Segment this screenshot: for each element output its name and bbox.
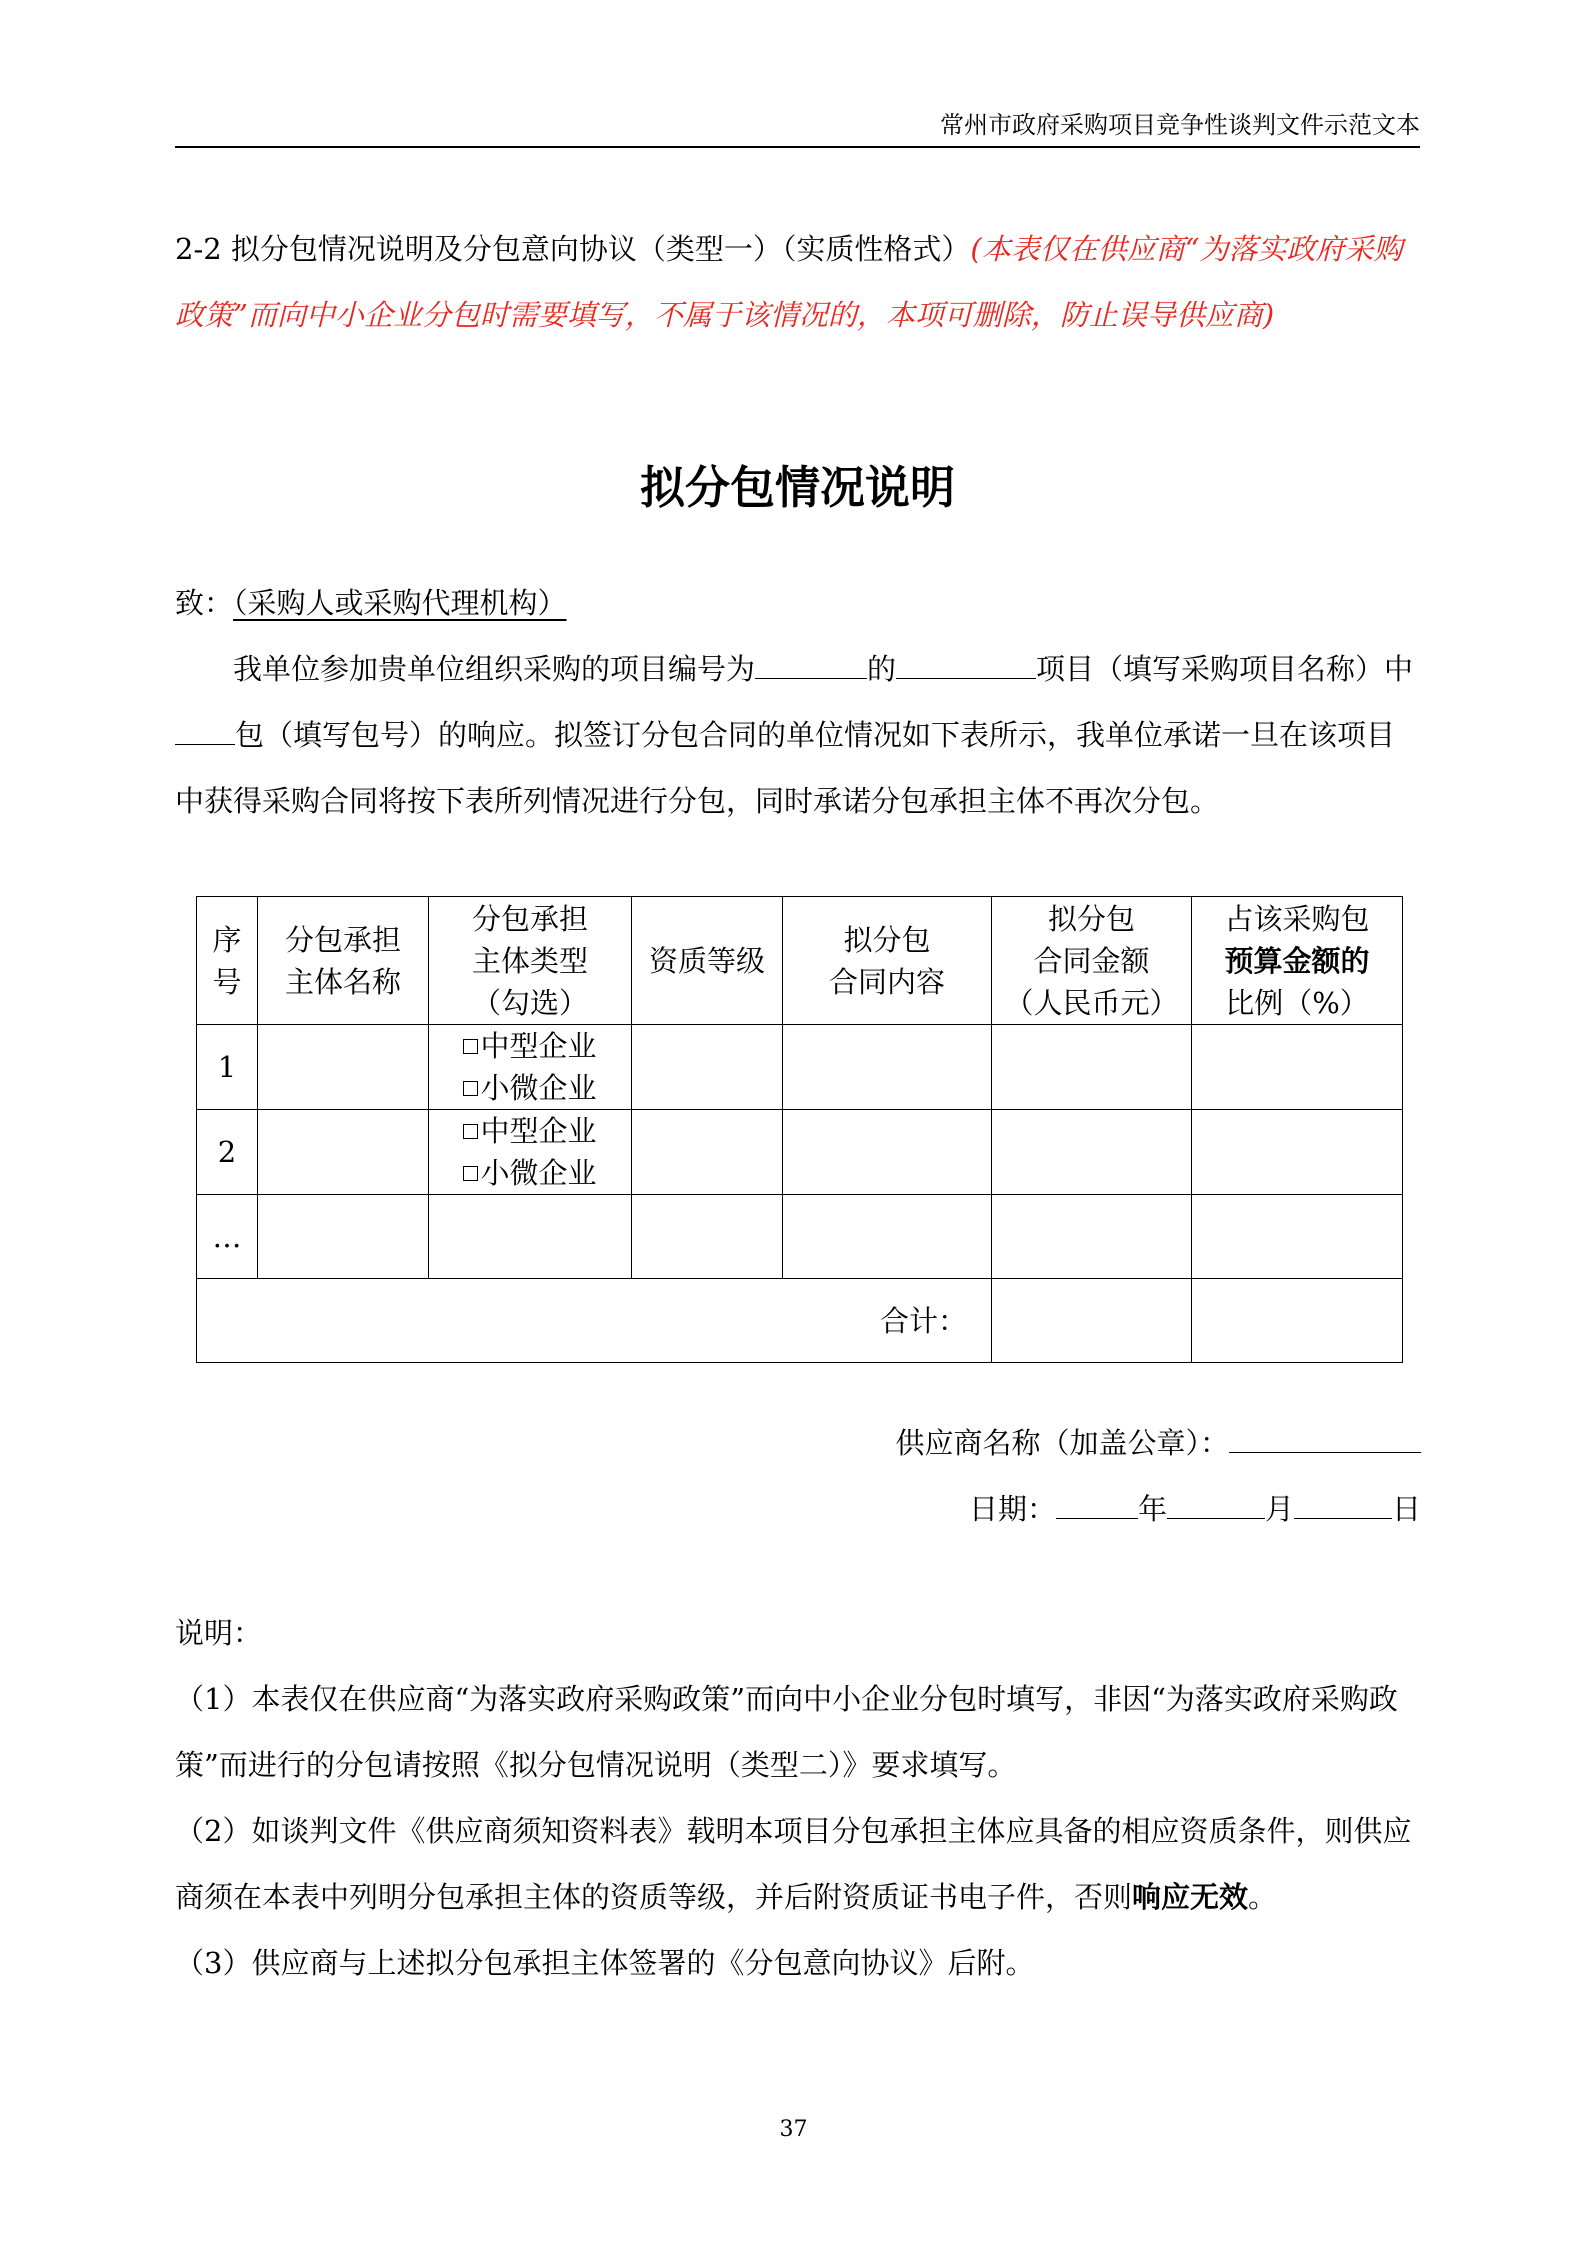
intro-part-1: 我单位参加贵单位组织采购的项目编号为 (233, 652, 756, 686)
checkbox-icon[interactable] (463, 1166, 478, 1181)
supplier-signature-line (721, 1410, 1421, 1476)
day-label: 日 (1391, 1492, 1421, 1526)
cell-content[interactable] (783, 1110, 992, 1195)
intro-paragraph (175, 636, 1420, 834)
cell-content[interactable] (783, 1025, 992, 1110)
intro-part-3: 项目（填写采购项目名称）中 (1036, 652, 1414, 686)
month-blank[interactable] (1167, 1492, 1265, 1519)
form-title: 拟分包情况说明 (639, 461, 955, 514)
header-type: 分包承担 主体类型 （勾选） (429, 897, 632, 1025)
month-label: 月 (1264, 1492, 1294, 1526)
notes-title: 说明： (175, 1616, 263, 1650)
addressee-line (175, 570, 1420, 636)
cell-amount[interactable] (992, 1195, 1192, 1279)
notes-section (175, 1600, 1420, 1996)
cell-ratio[interactable] (1192, 1025, 1403, 1110)
table-row (197, 1110, 1403, 1195)
cell-type (429, 1025, 632, 1110)
header-name: 分包承担 主体名称 (258, 897, 429, 1025)
row-seq: 2 (197, 1110, 258, 1195)
addressee-label: 致： (175, 586, 234, 620)
cell-qualification[interactable] (632, 1110, 783, 1195)
cell-qualification[interactable] (632, 1025, 783, 1110)
cell-name[interactable] (258, 1195, 429, 1279)
header-rule (175, 146, 1420, 148)
total-ratio-cell[interactable] (1192, 1279, 1403, 1363)
project-number-blank[interactable] (755, 652, 867, 679)
cell-content[interactable] (783, 1195, 992, 1279)
cell-ratio[interactable] (1192, 1110, 1403, 1195)
checkbox-option[interactable]: 小微企业 (429, 1067, 631, 1109)
section-heading (175, 216, 1420, 348)
day-blank[interactable] (1294, 1492, 1392, 1519)
header-seq: 序 号 (197, 897, 258, 1025)
cell-type (429, 1110, 632, 1195)
header-amount: 拟分包 合同金额 （人民币元） (992, 897, 1192, 1025)
table-row (197, 1025, 1403, 1110)
year-label: 年 (1137, 1492, 1167, 1526)
year-blank[interactable] (1056, 1492, 1138, 1519)
addressee-value: （采购人或采购代理机构） (233, 586, 567, 620)
note-2: （2）如谈判文件《供应商须知资料表》载明本项目分包承担主体应具备的相应资质条件，则供应商须在本表中列明分包承担主体的资质等级，并后附资质证书电子件，否则响应无效。 (175, 1814, 1412, 1914)
total-amount-cell[interactable] (992, 1279, 1192, 1363)
checkbox-option[interactable]: 中型企业 (429, 1025, 631, 1067)
section-heading-text: 2-2 拟分包情况说明及分包意向协议（类型一）（实质性格式） (175, 232, 971, 266)
intro-part-4: 包（填写包号）的响应。拟签订分包合同的单位情况如下表所示，我单位承诺一旦在该项目中获得采购合同将按下表所列情况进行分包，同时承诺分包承担主体不再次分包。 (175, 718, 1396, 818)
cell-amount[interactable] (992, 1025, 1192, 1110)
note-1: （1）本表仅在供应商“为落实政府采购政策”而向中小企业分包时填写，非因“为落实政府采购政策”而进行的分包请按照《拟分包情况说明（类型二）》要求填写。 (175, 1682, 1398, 1782)
supplier-name-blank[interactable] (1229, 1426, 1421, 1453)
header-qualification: 资质等级 (632, 897, 783, 1025)
cell-amount[interactable] (992, 1110, 1192, 1195)
cell-name[interactable] (258, 1025, 429, 1110)
project-name-blank[interactable] (896, 652, 1036, 679)
running-header: 常州市政府采购项目竞争性谈判文件示范文本 (940, 111, 1420, 139)
row-seq: 1 (197, 1025, 258, 1110)
package-number-blank[interactable] (175, 718, 235, 745)
page-number: 37 (779, 2117, 808, 2142)
cell-qualification[interactable] (632, 1195, 783, 1279)
note-2-emphasis: 响应无效 (1132, 1880, 1249, 1914)
checkbox-icon[interactable] (463, 1039, 478, 1054)
total-label: 合计： (197, 1279, 992, 1363)
date-line (721, 1476, 1421, 1542)
cell-name[interactable] (258, 1110, 429, 1195)
checkbox-option[interactable]: 小微企业 (429, 1152, 631, 1194)
total-row (197, 1279, 1403, 1363)
checkbox-icon[interactable] (463, 1081, 478, 1096)
cell-ratio[interactable] (1192, 1195, 1403, 1279)
intro-part-2: 的 (867, 652, 897, 686)
note-3: （3）供应商与上述拟分包承担主体签署的《分包意向协议》后附。 (175, 1946, 1035, 1980)
checkbox-option[interactable]: 中型企业 (429, 1110, 631, 1152)
table-header-row (197, 897, 1403, 1025)
table-row (197, 1195, 1403, 1279)
header-ratio: 占该采购包 预算金额的 比例（%） (1192, 897, 1403, 1025)
cell-type[interactable] (429, 1195, 632, 1279)
date-label: 日期： (968, 1492, 1056, 1526)
subcontract-table (196, 896, 1403, 1363)
row-seq: … (197, 1195, 258, 1279)
supplier-name-label: 供应商名称（加盖公章）： (895, 1426, 1229, 1460)
header-content: 拟分包 合同内容 (783, 897, 992, 1025)
section-red-note: (本表仅在供应商“为落实政府采购政策”而向中小企业分包时需要填写，不属于该情况的，本项可删除，防止误导供应商) (175, 232, 1403, 332)
checkbox-icon[interactable] (463, 1124, 478, 1139)
